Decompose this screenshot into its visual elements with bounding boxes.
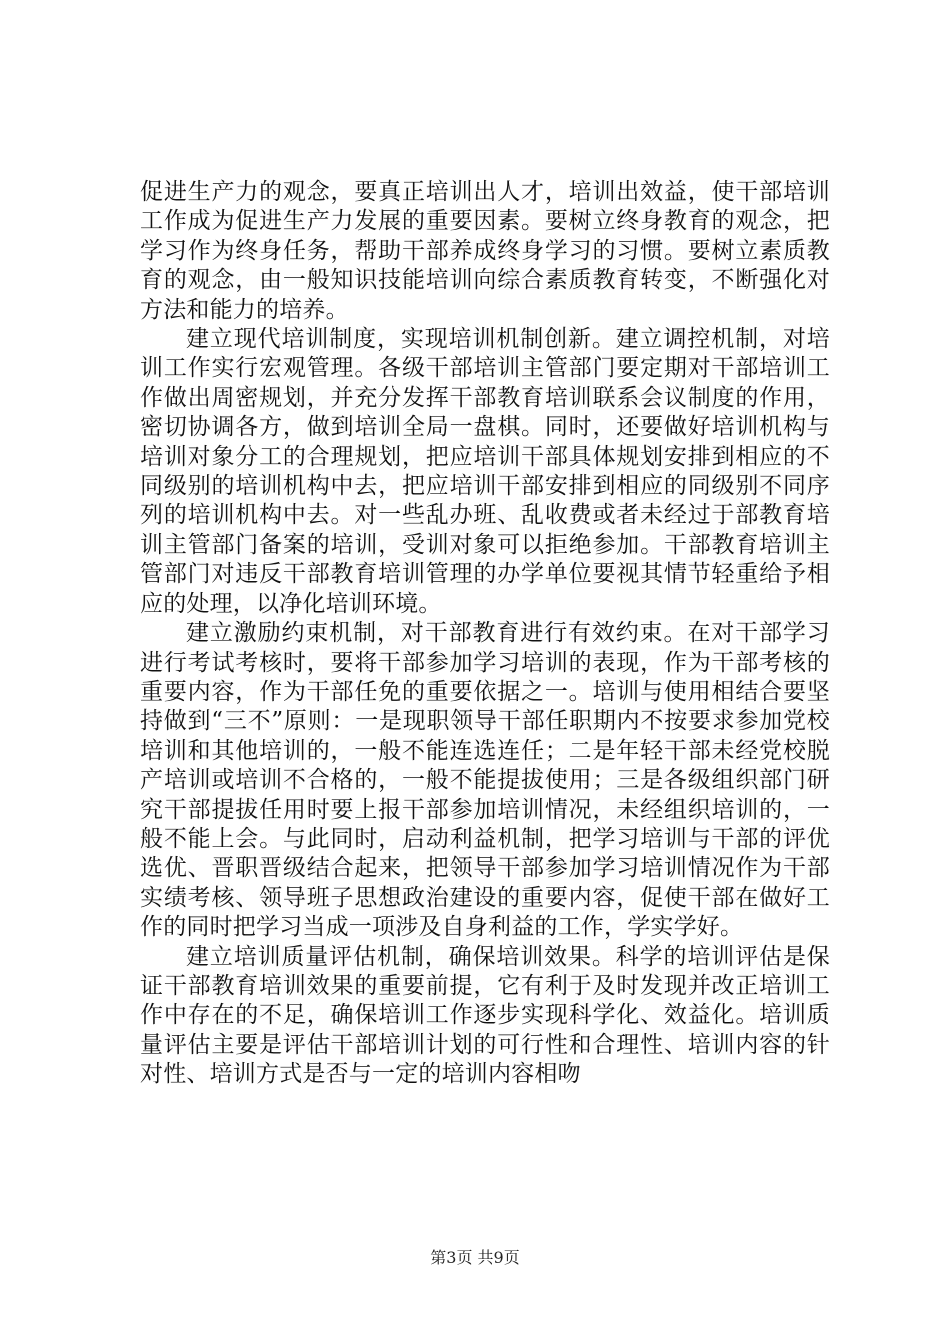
paragraph-1: 促进生产力的观念，要真正培训出人才，培训出效益，使干部培训工作成为促进生产力发展的重要因素。要树立终身教育的观念，把学习作为终身任务，帮助干部养成终身学习的习惯。要树立素质教育的观念，由一般知识技能培训向综合素质教育转变，不断强化对方法和能力的培养。 [140,179,830,323]
page-number-footer: 第3页 共9页 [430,1248,520,1267]
paragraph-4: 建立培训质量评估机制，确保培训效果。科学的培训评估是保证干部教育培训效果的重要前提，它有利于及时发现并改正培训工作中存在的不足，确保培训工作逐步实现科学化、效益化。培训质量评估主要是评估干部培训计划的可行性和合理性、培训内容的针对性、培训方式是否与一定的培训内容相吻 [140,943,830,1088]
paragraph-3: 建立激励约束机制，对干部教育进行有效约束。在对干部学习进行考试考核时，要将干部参加学习培训的表现，作为干部考核的重要内容，作为干部任免的重要依据之一。培训与使用相结合要坚持做到“三不”原则：一是现职领导干部任职期内不按要求参加党校培训和其他培训的，一般不能连选连任；二是年轻干部未经党校脱产培训或培训不合格的，一般不能提拔使用；三是各级组织部门研究干部提拔任用时要上报干部参加培训情况，未经组织培训的，一般不能上会。与此同时，启动利益机制，把学习培训与干部的评优选优、晋职晋级结合起来，把领导干部参加学习培训情况作为干部实绩考核、领导班子思想政治建设的重要内容，促使干部在做好工作的同时把学习当成一项涉及自身利益的工作，学实学好。 [140,620,830,941]
document-body [140,178,830,1090]
paragraph-2: 建立现代培训制度，实现培训机制创新。建立调控机制，对培训工作实行宏观管理。各级干部培训主管部门要定期对干部培训工作做出周密规划，并充分发挥干部教育培训联系会议制度的作用，密切协调各方，做到培训全局一盘棋。同时，还要做好培训机构与培训对象分工的合理规划，把应培训干部具体规划安排到相应的不同级别的培训机构中去，把应培训干部安排到相应的同级别不同序列的培训机构中去。对一些乱办班、乱收费或者未经过于部教育培训主管部门备案的培训，受训对象可以拒绝参加。干部教育培训主管部门对违反干部教育培训管理的办学单位要视其情节轻重给予相应的处理，以净化培训环境。 [140,326,830,617]
